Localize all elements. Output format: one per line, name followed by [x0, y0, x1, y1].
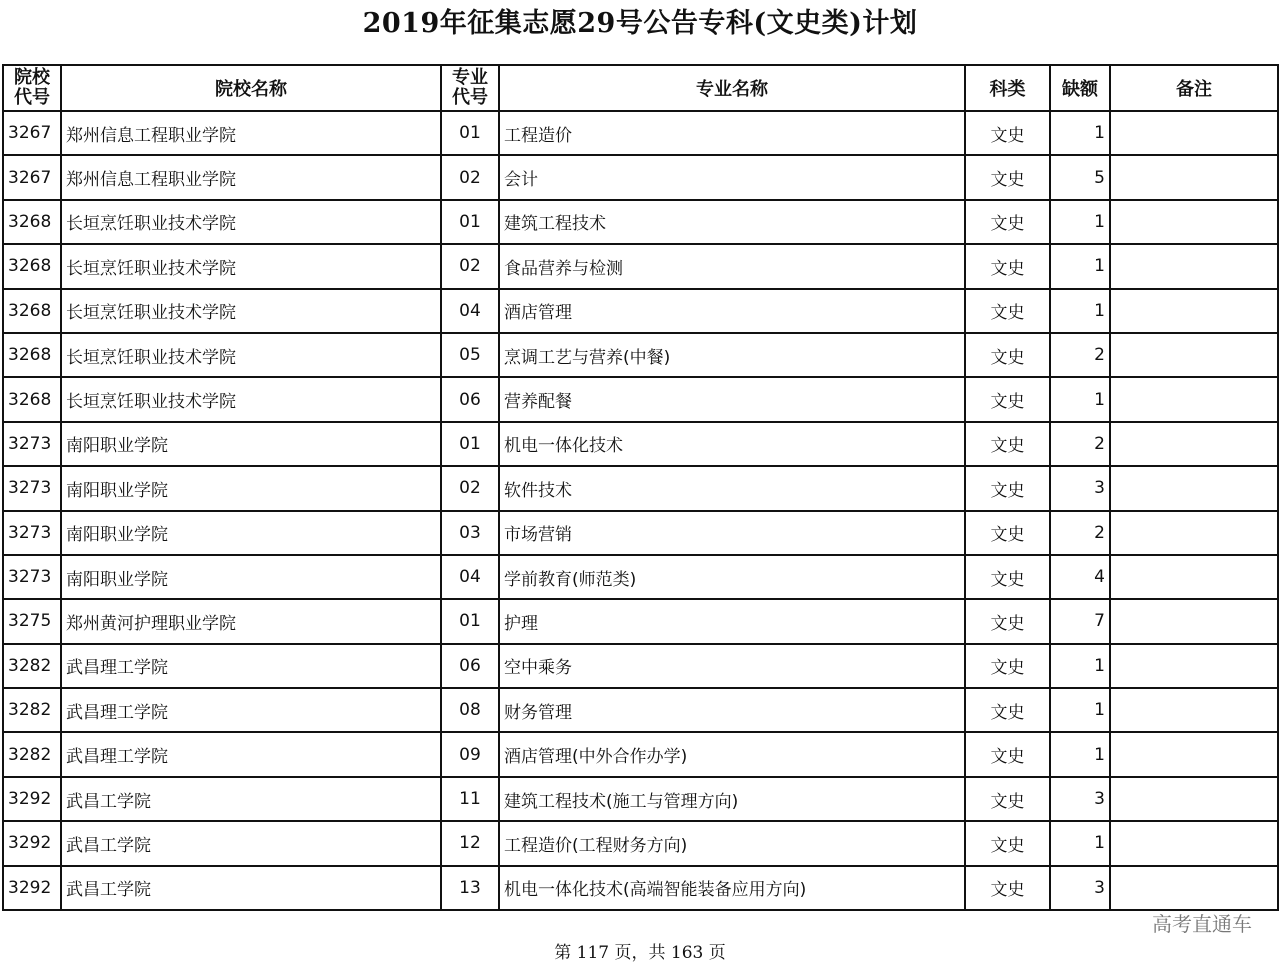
cell-school-name: 武昌理工学院 [61, 644, 441, 688]
cell-school-code: 3292 [3, 821, 61, 865]
cell-major-name: 软件技术 [499, 466, 965, 510]
plan-table [2, 64, 1279, 911]
cell-category: 文史 [965, 688, 1050, 732]
cell-school-name: 南阳职业学院 [61, 466, 441, 510]
header-remarks: 备注 [1110, 65, 1278, 111]
page-footer: 第 117 页，共 163 页 [554, 943, 726, 963]
cell-major-name: 烹调工艺与营养(中餐) [499, 333, 965, 377]
cell-remarks [1110, 244, 1278, 288]
cell-vacancy: 5 [1050, 155, 1110, 199]
cell-vacancy: 1 [1050, 289, 1110, 333]
table-row [3, 511, 1278, 555]
cell-remarks [1110, 555, 1278, 599]
cell-major-name: 机电一体化技术 [499, 422, 965, 466]
cell-vacancy: 1 [1050, 688, 1110, 732]
cell-major-name: 机电一体化技术(高端智能装备应用方向) [499, 866, 965, 910]
cell-school-code: 3282 [3, 732, 61, 776]
cell-major-code: 02 [441, 155, 499, 199]
table-row [3, 555, 1278, 599]
table-header-row [3, 65, 1278, 111]
cell-category: 文史 [965, 466, 1050, 510]
cell-school-code: 3292 [3, 777, 61, 821]
table-row [3, 644, 1278, 688]
cell-remarks [1110, 377, 1278, 421]
table-row [3, 866, 1278, 910]
table-row [3, 289, 1278, 333]
cell-category: 文史 [965, 555, 1050, 599]
header-school-code [3, 65, 61, 111]
cell-school-code: 3273 [3, 555, 61, 599]
table-row [3, 155, 1278, 199]
cell-school-name: 武昌工学院 [61, 866, 441, 910]
watermark-text: 高考直通车 [1152, 912, 1252, 936]
cell-vacancy: 3 [1050, 866, 1110, 910]
cell-major-code: 01 [441, 599, 499, 643]
cell-category: 文史 [965, 644, 1050, 688]
cell-school-code: 3273 [3, 511, 61, 555]
cell-vacancy: 1 [1050, 644, 1110, 688]
header-school-name: 院校名称 [61, 65, 441, 111]
table-row [3, 821, 1278, 865]
cell-remarks [1110, 155, 1278, 199]
cell-school-name: 长垣烹饪职业技术学院 [61, 377, 441, 421]
table-row [3, 732, 1278, 776]
cell-school-code: 3268 [3, 377, 61, 421]
cell-remarks [1110, 644, 1278, 688]
cell-school-name: 武昌理工学院 [61, 732, 441, 776]
cell-school-code: 3268 [3, 289, 61, 333]
cell-major-name: 酒店管理(中外合作办学) [499, 732, 965, 776]
header-major-code-line1: 专业 [452, 67, 488, 88]
cell-major-name: 营养配餐 [499, 377, 965, 421]
cell-remarks [1110, 821, 1278, 865]
cell-vacancy: 4 [1050, 555, 1110, 599]
cell-school-code: 3268 [3, 200, 61, 244]
table-row [3, 244, 1278, 288]
table-row [3, 333, 1278, 377]
header-vacancy: 缺额 [1050, 65, 1110, 111]
cell-school-code: 3282 [3, 644, 61, 688]
cell-major-name: 酒店管理 [499, 289, 965, 333]
table-row [3, 777, 1278, 821]
cell-school-name: 武昌工学院 [61, 777, 441, 821]
table-row [3, 688, 1278, 732]
cell-school-code: 3273 [3, 466, 61, 510]
cell-major-code: 08 [441, 688, 499, 732]
cell-major-code: 09 [441, 732, 499, 776]
cell-school-code: 3268 [3, 333, 61, 377]
cell-remarks [1110, 333, 1278, 377]
cell-major-code: 06 [441, 644, 499, 688]
cell-school-name: 长垣烹饪职业技术学院 [61, 333, 441, 377]
cell-school-name: 南阳职业学院 [61, 511, 441, 555]
cell-remarks [1110, 599, 1278, 643]
cell-remarks [1110, 289, 1278, 333]
cell-remarks [1110, 688, 1278, 732]
cell-major-name: 建筑工程技术 [499, 200, 965, 244]
header-category: 科类 [965, 65, 1050, 111]
cell-school-name: 长垣烹饪职业技术学院 [61, 200, 441, 244]
cell-remarks [1110, 422, 1278, 466]
cell-major-code: 04 [441, 555, 499, 599]
cell-category: 文史 [965, 155, 1050, 199]
cell-major-code: 02 [441, 244, 499, 288]
cell-remarks [1110, 200, 1278, 244]
table-body [3, 111, 1278, 910]
cell-vacancy: 2 [1050, 422, 1110, 466]
cell-category: 文史 [965, 200, 1050, 244]
cell-category: 文史 [965, 244, 1050, 288]
table-row [3, 111, 1278, 155]
header-school-code-line1: 院校 [14, 67, 50, 88]
cell-major-name: 工程造价 [499, 111, 965, 155]
table-row [3, 466, 1278, 510]
cell-vacancy: 1 [1050, 732, 1110, 776]
cell-category: 文史 [965, 377, 1050, 421]
cell-school-name: 郑州黄河护理职业学院 [61, 599, 441, 643]
cell-major-code: 11 [441, 777, 499, 821]
cell-school-code: 3275 [3, 599, 61, 643]
cell-major-name: 建筑工程技术(施工与管理方向) [499, 777, 965, 821]
cell-major-code: 03 [441, 511, 499, 555]
cell-school-code: 3267 [3, 155, 61, 199]
cell-major-name: 财务管理 [499, 688, 965, 732]
cell-category: 文史 [965, 333, 1050, 377]
cell-school-code: 3292 [3, 866, 61, 910]
cell-school-name: 长垣烹饪职业技术学院 [61, 244, 441, 288]
cell-category: 文史 [965, 866, 1050, 910]
cell-major-name: 学前教育(师范类) [499, 555, 965, 599]
cell-major-code: 05 [441, 333, 499, 377]
cell-remarks [1110, 511, 1278, 555]
cell-major-name: 市场营销 [499, 511, 965, 555]
page-title: 2019年征集志愿29号公告专科(文史类)计划 [362, 8, 918, 39]
table-row [3, 422, 1278, 466]
cell-remarks [1110, 466, 1278, 510]
table-row [3, 599, 1278, 643]
cell-vacancy: 2 [1050, 511, 1110, 555]
cell-remarks [1110, 777, 1278, 821]
table-row [3, 377, 1278, 421]
cell-category: 文史 [965, 732, 1050, 776]
header-major-code-line2: 代号 [452, 87, 488, 108]
cell-vacancy: 3 [1050, 466, 1110, 510]
cell-major-code: 12 [441, 821, 499, 865]
cell-remarks [1110, 732, 1278, 776]
cell-major-code: 01 [441, 200, 499, 244]
cell-school-name: 郑州信息工程职业学院 [61, 155, 441, 199]
cell-category: 文史 [965, 422, 1050, 466]
table-row [3, 200, 1278, 244]
cell-major-code: 06 [441, 377, 499, 421]
cell-school-name: 武昌工学院 [61, 821, 441, 865]
cell-major-name: 食品营养与检测 [499, 244, 965, 288]
cell-major-code: 04 [441, 289, 499, 333]
cell-category: 文史 [965, 111, 1050, 155]
cell-school-name: 长垣烹饪职业技术学院 [61, 289, 441, 333]
cell-vacancy: 1 [1050, 244, 1110, 288]
cell-vacancy: 1 [1050, 200, 1110, 244]
cell-school-code: 3282 [3, 688, 61, 732]
cell-school-name: 武昌理工学院 [61, 688, 441, 732]
cell-major-name: 护理 [499, 599, 965, 643]
cell-school-code: 3267 [3, 111, 61, 155]
cell-major-name: 会计 [499, 155, 965, 199]
cell-major-name: 工程造价(工程财务方向) [499, 821, 965, 865]
header-school-code-line2: 代号 [14, 87, 50, 108]
cell-vacancy: 3 [1050, 777, 1110, 821]
cell-category: 文史 [965, 599, 1050, 643]
cell-category: 文史 [965, 821, 1050, 865]
cell-school-name: 郑州信息工程职业学院 [61, 111, 441, 155]
cell-category: 文史 [965, 289, 1050, 333]
cell-major-code: 01 [441, 422, 499, 466]
cell-remarks [1110, 866, 1278, 910]
cell-category: 文史 [965, 511, 1050, 555]
cell-major-code: 01 [441, 111, 499, 155]
cell-vacancy: 1 [1050, 111, 1110, 155]
header-major-code [441, 65, 499, 111]
cell-vacancy: 1 [1050, 377, 1110, 421]
cell-vacancy: 2 [1050, 333, 1110, 377]
cell-category: 文史 [965, 777, 1050, 821]
cell-major-code: 02 [441, 466, 499, 510]
cell-school-code: 3268 [3, 244, 61, 288]
cell-school-name: 南阳职业学院 [61, 422, 441, 466]
cell-school-name: 南阳职业学院 [61, 555, 441, 599]
cell-school-code: 3273 [3, 422, 61, 466]
cell-major-code: 13 [441, 866, 499, 910]
header-major-name: 专业名称 [499, 65, 965, 111]
cell-vacancy: 1 [1050, 821, 1110, 865]
cell-major-name: 空中乘务 [499, 644, 965, 688]
cell-vacancy: 7 [1050, 599, 1110, 643]
cell-remarks [1110, 111, 1278, 155]
